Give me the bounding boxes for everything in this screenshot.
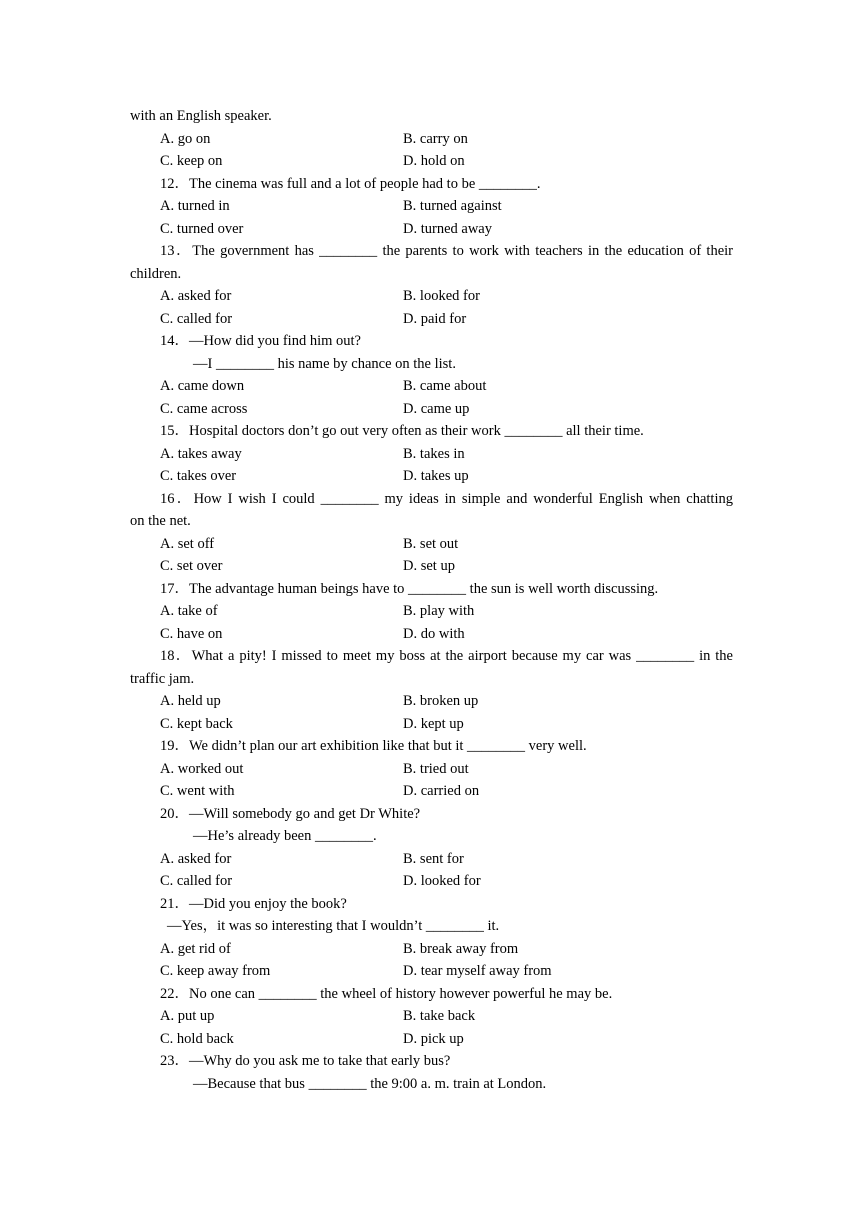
q13-option-b: B. looked for	[403, 288, 480, 304]
q11-option-a: A. go on	[160, 131, 211, 147]
q11-stem-continuation: with an English speaker.	[130, 108, 272, 124]
q21-option-b: B. break away from	[403, 941, 519, 957]
q18-option-b: B. broken up	[403, 693, 479, 709]
q14-stem-line2: —I ________ his name by chance on the list.	[193, 356, 456, 372]
q23-stem-line1: 23．—Why do you ask me to take that early bus?	[160, 1053, 451, 1069]
q18-stem-line2: traffic jam.	[130, 671, 195, 687]
q19-stem: 19．We didn’t plan our art exhibition like that but it ________ very well.	[160, 738, 587, 754]
q16-option-c: C. set over	[160, 558, 223, 574]
q16-option-d: D. set up	[403, 558, 455, 574]
q14-option-c: C. came across	[160, 401, 248, 417]
q23-stem-line2: —Because that bus ________ the 9:00 a. m. train at London.	[193, 1076, 547, 1092]
q20-option-c: C. called for	[160, 873, 233, 889]
q17-option-c: C. have on	[160, 626, 223, 642]
q20-stem-line2: —He’s already been ________.	[193, 828, 377, 844]
q17-option-b: B. play with	[403, 603, 475, 619]
q15-option-c: C. takes over	[160, 468, 237, 484]
q21-option-c: C. keep away from	[160, 963, 271, 979]
q21-stem-line2: —Yes，it was so interesting that I wouldn’t ________ it.	[167, 918, 500, 934]
q16-stem-line2: on the net.	[130, 513, 191, 529]
q14-option-b: B. came about	[403, 378, 487, 394]
q13-option-c: C. called for	[160, 311, 233, 327]
q19-option-b: B. tried out	[403, 761, 469, 777]
q22-stem: 22．No one can ________ the wheel of history however powerful he may be.	[160, 986, 613, 1002]
q20-option-b: B. sent for	[403, 851, 464, 867]
q22-option-d: D. pick up	[403, 1031, 464, 1047]
q17-stem: 17．The advantage human beings have to ________ the sun is well worth discussing.	[160, 581, 659, 597]
q11-option-b: B. carry on	[403, 131, 468, 147]
q14-stem-line1: 14．—How did you find him out?	[160, 333, 361, 349]
q14-option-d: D. came up	[403, 401, 470, 417]
q14-option-a: A. came down	[160, 378, 245, 394]
q19-option-c: C. went with	[160, 783, 235, 799]
q20-option-d: D. looked for	[403, 873, 481, 889]
q21-stem-line1: 21．—Did you enjoy the book?	[160, 896, 347, 912]
q12-option-a: A. turned in	[160, 198, 230, 214]
q12-option-c: C. turned over	[160, 221, 244, 237]
q11-option-d: D. hold on	[403, 153, 465, 169]
q15-option-a: A. takes away	[160, 446, 242, 462]
q21-option-a: A. get rid of	[160, 941, 231, 957]
q15-option-b: B. takes in	[403, 446, 465, 462]
q16-option-b: B. set out	[403, 536, 459, 552]
q18-option-c: C. kept back	[160, 716, 233, 732]
q11-option-c: C. keep on	[160, 153, 223, 169]
q22-option-a: A. put up	[160, 1008, 215, 1024]
q18-option-d: D. kept up	[403, 716, 464, 732]
q18-option-a: A. held up	[160, 693, 221, 709]
q17-option-a: A. take of	[160, 603, 218, 619]
q16-option-a: A. set off	[160, 536, 215, 552]
q12-option-d: D. turned away	[403, 221, 492, 237]
q13-option-a: A. asked for	[160, 288, 232, 304]
q15-stem: 15．Hospital doctors don’t go out very often as their work ________ all their time.	[160, 423, 644, 439]
q19-option-d: D. carried on	[403, 783, 480, 799]
q12-option-b: B. turned against	[403, 198, 502, 214]
q13-option-d: D. paid for	[403, 311, 467, 327]
q16-stem-line1: 16．How I wish I could ________ my ideas in simple and wonderful English when chatting	[160, 491, 733, 507]
q17-option-d: D. do with	[403, 626, 465, 642]
q21-option-d: D. tear myself away from	[403, 963, 552, 979]
q20-option-a: A. asked for	[160, 851, 232, 867]
q22-option-b: B. take back	[403, 1008, 476, 1024]
q12-stem: 12．The cinema was full and a lot of people had to be ________.	[160, 176, 541, 192]
q13-stem-line2: children.	[130, 266, 182, 282]
q18-stem-line1: 18．What a pity! I missed to meet my boss at the airport because my car was ________ in the	[160, 648, 733, 664]
q15-option-d: D. takes up	[403, 468, 469, 484]
q20-stem-line1: 20．—Will somebody go and get Dr White?	[160, 806, 421, 822]
q22-option-c: C. hold back	[160, 1031, 234, 1047]
q13-stem-line1: 13．The government has ________ the parents to work with teachers in the education of their	[160, 243, 733, 259]
q19-option-a: A. worked out	[160, 761, 244, 777]
